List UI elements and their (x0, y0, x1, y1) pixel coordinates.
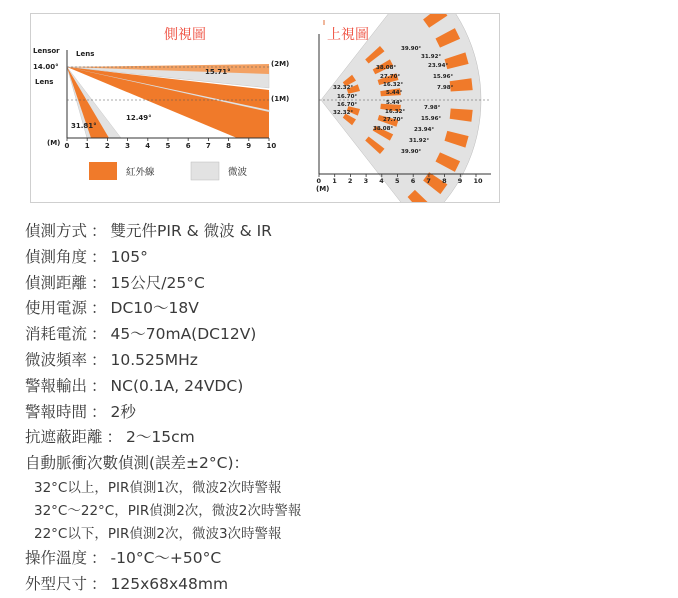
inner-angle-label: 27.70° (383, 117, 404, 123)
lens-top-label: Lens (76, 50, 95, 58)
spec-row (25, 322, 625, 348)
spec-label: 微波頻率 (25, 350, 88, 369)
side-view-title: 側視圖 (164, 27, 206, 43)
spec-label: 使用電源 (25, 299, 88, 318)
spec-label: 警報時間 (25, 402, 88, 421)
pulse-row: 32°C～22°C，PIR偵測2次，微波2次時警報 (34, 502, 302, 519)
inner-angle-label: 16.32° (383, 82, 404, 88)
angle-low-label: 31.81° (71, 122, 97, 130)
spec-label: 偵測距離 (25, 273, 88, 292)
spec-row (25, 374, 625, 400)
spec-separator: ： (91, 402, 107, 421)
spec-value: 2～15cm (126, 428, 195, 447)
legend-ir-swatch (89, 162, 117, 180)
spec-label: 偵測角度 (25, 247, 88, 266)
spec-value: 105° (110, 247, 148, 266)
lens-left-label: Lens (35, 78, 54, 86)
top-view (316, 14, 491, 202)
side-view-ticks (65, 138, 277, 150)
side-tick-label: 3 (125, 142, 130, 150)
inner-angle-label: 5.44° (386, 100, 403, 106)
legend-ir-label: 紅外線 (126, 167, 155, 178)
outer-angle-label: 15.96° (421, 116, 442, 122)
spec-row (25, 348, 625, 374)
legend-mw-label: 微波 (228, 167, 248, 178)
side-tick-label: 10 (266, 142, 277, 150)
side-tick-label: 2 (104, 142, 110, 150)
top-tick-label: 4 (379, 177, 384, 185)
spec-value: 2秒 (110, 402, 136, 421)
spec-separator: ： (91, 222, 107, 240)
side-tick-label: 0 (64, 142, 70, 150)
angle-mid-label: 12.49° (126, 114, 152, 122)
spec-label: 抗遮蔽距離 (25, 428, 103, 447)
outer-angle-label: 23.94° (414, 127, 435, 133)
spec-separator: ： (91, 247, 107, 266)
top-tick-label: 2 (347, 177, 353, 185)
height-label: 14.00° (33, 63, 59, 71)
spec-value: DC10～18V (110, 299, 199, 318)
outer-angle-label: 31.92° (409, 138, 430, 144)
side-tick-label: 1 (84, 142, 90, 150)
near-angle-label: 32.32° (333, 110, 354, 116)
outer-angle-label: 31.92° (421, 54, 442, 60)
spec-separator: ： (91, 273, 107, 292)
pulse-title: 自動脈衝次數偵測(誤差±2°C)： (25, 454, 250, 473)
top-tick-label: 3 (363, 177, 369, 185)
spec-row (25, 219, 625, 245)
spec-separator: ： (91, 574, 107, 593)
spec-row (25, 296, 625, 322)
spec-label: 警報輸出 (25, 376, 88, 395)
pulse-row: 32°C以上，PIR偵測1次，微波2次時警報 (34, 479, 282, 496)
spec-row (25, 425, 625, 451)
outer-angle-label: 39.90° (401, 46, 422, 52)
spec-row (25, 271, 625, 297)
spec-value: 45～70mA(DC12V) (110, 325, 257, 344)
spec-value: 125x68x48mm (110, 574, 229, 593)
side-tick-label: 5 (165, 142, 171, 150)
outer-angle-label: 7.98° (437, 85, 454, 91)
side-tick-label: 6 (185, 142, 191, 150)
top-tick-label: 0 (316, 177, 322, 185)
near-angle-label: 16.70° (337, 102, 358, 108)
spec-separator: ： (91, 350, 107, 369)
spec-list (25, 219, 625, 598)
outer-angle-label: 23.94° (428, 63, 449, 69)
level-2m-label: (2M) (271, 60, 290, 68)
near-angle-label: 32.32° (333, 85, 354, 91)
outer-angle-label: 15.96° (433, 74, 454, 80)
level-1m-label: (1M) (271, 95, 290, 103)
spec-value: NC(0.1A, 24VDC) (110, 376, 244, 395)
lensor-label: Lensor (33, 47, 60, 55)
top-tick-label: 6 (410, 177, 416, 185)
inner-angle-label: 27.70° (380, 74, 401, 80)
detection-diagram (31, 14, 499, 202)
inner-angle-label: 5.44° (386, 90, 403, 96)
spec-label: 偵測方式 (25, 222, 88, 240)
top-tick-label: 8 (442, 177, 447, 185)
legend-mw-swatch (191, 162, 219, 180)
outer-angle-label: 39.90° (401, 149, 422, 155)
top-view-title: 上視圖 (327, 27, 369, 43)
top-view-axis-unit: (M) (316, 185, 330, 193)
spec-label: 消耗電流 (25, 325, 88, 344)
top-tick-label: 7 (426, 177, 431, 185)
near-angle-label: 16.70° (337, 94, 358, 100)
spec-label: 操作溫度 (25, 548, 88, 567)
top-tick-label: 1 (332, 177, 337, 185)
side-view-axis-unit: (M) (47, 139, 61, 147)
side-view (33, 27, 289, 180)
spec-row (25, 572, 625, 598)
spec-row (25, 245, 625, 271)
spec-separator: ： (91, 548, 107, 567)
side-tick-label: 4 (145, 142, 151, 150)
spec-row (25, 546, 625, 572)
spec-row (25, 400, 625, 426)
spec-value: 雙元件PIR & 微波 & IR (110, 222, 272, 240)
inner-angle-label: 38.08° (373, 126, 394, 132)
spec-separator: ： (106, 428, 123, 447)
side-tick-label: 8 (226, 142, 231, 150)
side-tick-label: 7 (205, 142, 211, 150)
spec-label: 外型尺寸 (25, 574, 88, 593)
spec-separator: ： (91, 376, 107, 395)
side-tick-label: 9 (246, 142, 252, 150)
inner-angle-label: 38.08° (376, 65, 397, 71)
spec-value: 15公尺/25°C (110, 273, 205, 292)
spec-separator: ： (91, 299, 107, 318)
top-tick-label: 5 (395, 177, 400, 185)
top-tick-label: 9 (457, 177, 463, 185)
angle-top-label: 15.71° (205, 68, 231, 76)
spec-separator: ： (91, 325, 107, 344)
spec-value: -10°C～+50°C (110, 548, 222, 567)
outer-angle-label: 7.98° (424, 105, 441, 111)
inner-angle-label: 16.32° (385, 109, 406, 115)
detection-diagram-panel (30, 13, 500, 203)
top-tick-label: 10 (473, 177, 483, 185)
spec-value: 10.525MHz (110, 350, 198, 369)
pulse-row: 22°C以下，PIR偵測2次，微波3次時警報 (34, 525, 282, 542)
